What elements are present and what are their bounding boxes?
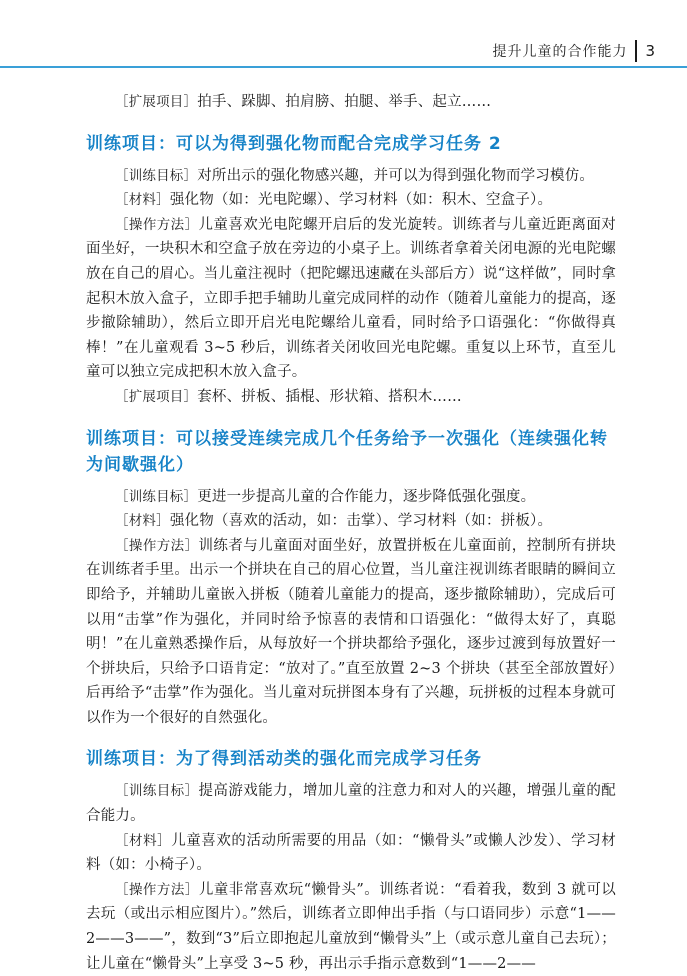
goal-paragraph <box>86 485 616 510</box>
material-text: 强化物（如：光电陀螺）、学习材料（如：积木、空盒子）。 <box>169 192 553 209</box>
goal-paragraph <box>86 779 616 828</box>
method-paragraph <box>86 534 616 731</box>
material-tag: ［材料］ <box>115 192 170 209</box>
goal-text: 提高游戏能力，增加儿童的注意力和对人的兴趣，增强儿童的配合能力。 <box>86 783 616 825</box>
extension-tag: ［扩展项目］ <box>115 388 198 405</box>
section-title: 训练项目：可以接受连续完成几个任务给予一次强化（连续强化转为间歇强化） <box>86 428 608 475</box>
material-text: 强化物（喜欢的活动，如：击掌）、学习材料（如：拼板）。 <box>169 513 553 530</box>
goal-tag: ［训练目标］ <box>115 167 198 184</box>
running-header <box>492 36 655 66</box>
extension-text: 拍手、跺脚、拍肩膀、拍腿、举手、起立…… <box>197 94 492 110</box>
header-rule <box>0 66 687 68</box>
goal-tag: ［训练目标］ <box>115 783 199 800</box>
method-paragraph <box>86 878 616 976</box>
method-text: 儿童喜欢光电陀螺开启后的发光旋转。训练者与儿童近距离面对面坐好，一块积木和空盒子放在旁边的小桌子上。训练者拿着关闭电源的光电陀螺放在自己的眉心。当儿童注视时（把陀螺迅速藏在头部后方）说“这样做”，同时拿起积木放入盒子，立即手把手辅助儿童完成同样的动作（随着儿童能力的提高，逐步撤除辅助），然后立即开启光电陀螺给儿童看，同时给予口语强化：“你做得真棒！”在儿童观看 3~5 秒后，训练者关闭收回光电陀螺。重复以上环节，直至儿童可以独立完成把积木放入盒子。 <box>86 216 616 381</box>
header-title: 提升儿童的合作能力 <box>492 44 628 60</box>
goal-text: 更进一步提高儿童的合作能力，逐步降低强化强度。 <box>197 488 536 505</box>
page-body <box>86 90 616 976</box>
material-tag: ［材料］ <box>115 832 172 849</box>
material-paragraph <box>86 188 616 213</box>
section-title: 训练项目：可以为得到强化物而配合完成学习任务 2 <box>86 133 502 154</box>
goal-paragraph <box>86 164 616 189</box>
method-text: 儿童非常喜欢玩“懒骨头”。训练者说：“看着我，数到 3 就可以去玩（或出示相应图片）。”然后，训练者立即伸出手指（与口语同步）示意“1——2——3——”，数到“3”后立即抱起儿童放到“懒骨头”上（或示意儿童自己去玩）；让儿童在“懒骨头”上享受 3~5 秒，再出示手指示意数到“1——2—— <box>86 881 616 972</box>
goal-text: 对所出示的强化物感兴趣，并可以为得到强化物而学习模仿。 <box>197 167 595 184</box>
material-paragraph <box>86 509 616 534</box>
method-paragraph <box>86 213 616 385</box>
material-text: 儿童喜欢的活动所需要的用品（如：“懒骨头”或懒人沙发）、学习材料（如：小椅子）。 <box>86 832 616 874</box>
page-number: 3 <box>645 42 655 60</box>
extension-tag: ［扩展项目］ <box>115 94 198 110</box>
goal-tag: ［训练目标］ <box>115 488 198 505</box>
extension-paragraph <box>86 90 616 115</box>
method-text: 训练者与儿童面对面坐好，放置拼板在儿童面前，控制所有拼块在训练者手里。出示一个拼块在自己的眉心位置，当儿童注视训练者眼睛的瞬间立即给予，并辅助儿童嵌入拼板（随着儿童能力的提高，逐步撤除辅助），完成后可以用“击掌”作为强化，并同时给予惊喜的表情和口语强化：“做得太好了，真聪明！”在儿童熟悉操作后，从每放好一个拼块都给予强化，逐步过渡到每放置好一个拼块后，只给予口语肯定：“放对了。”直至放置 2~3 个拼块（甚至全部放置好）后再给予“击掌”作为强化。当儿童对玩拼图本身有了兴趣，玩拼板的过程本身就可以作为一个很好的自然强化。 <box>86 537 616 726</box>
section-title: 训练项目：为了得到活动类的强化而完成学习任务 <box>86 749 482 770</box>
method-tag: ［操作方法］ <box>115 216 199 233</box>
extension-paragraph <box>86 385 616 410</box>
material-paragraph <box>86 829 616 878</box>
method-tag: ［操作方法］ <box>115 881 199 898</box>
method-tag: ［操作方法］ <box>115 537 199 554</box>
material-tag: ［材料］ <box>115 513 170 530</box>
header-separator <box>635 40 637 62</box>
extension-text: 套杯、拼板、插棍、形状箱、搭积木…… <box>197 388 462 405</box>
